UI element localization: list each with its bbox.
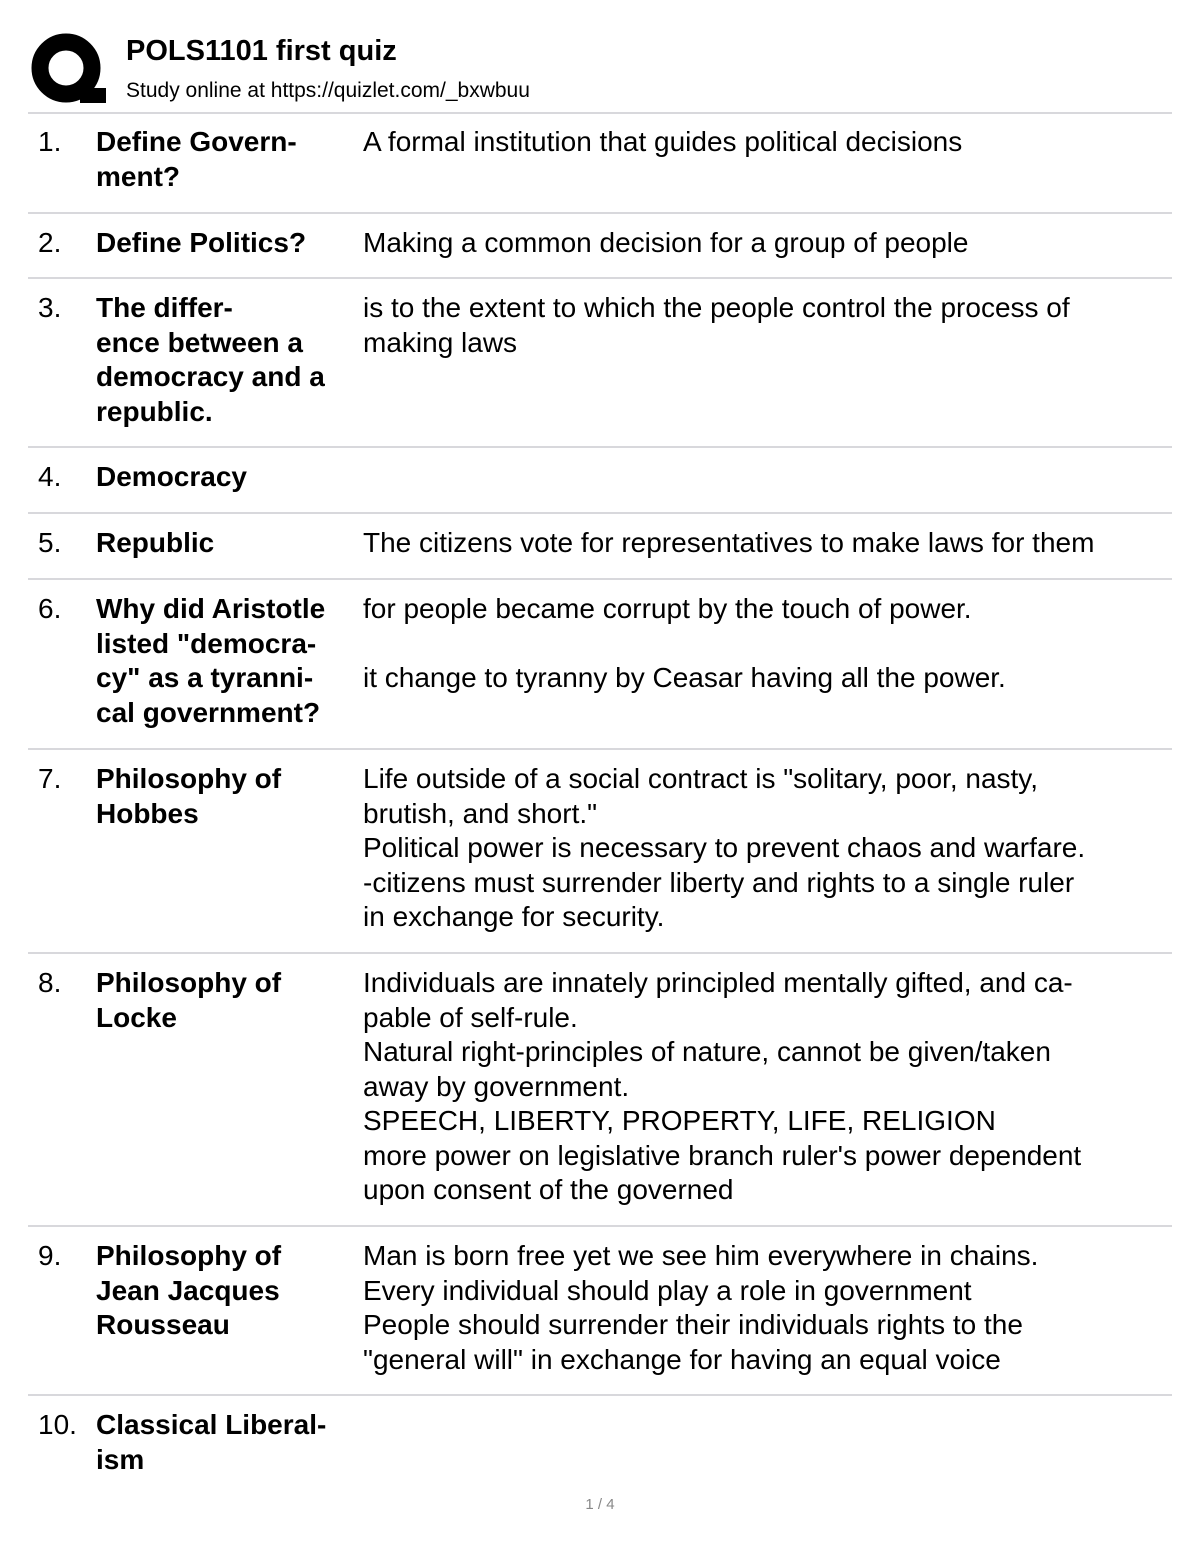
term xyxy=(96,1239,358,1343)
term-line: The differ- xyxy=(96,292,233,323)
row-divider xyxy=(28,952,1172,954)
item-number: 10. xyxy=(38,1409,77,1440)
term-line: listed "democra- xyxy=(96,627,317,659)
definition-line: Individuals are innately principled mentally gifted, and ca- xyxy=(363,967,1073,998)
row-divider xyxy=(28,578,1172,580)
definition-line: -citizens must surrender liberty and rights to a single ruler xyxy=(363,866,1075,898)
item-number: 5. xyxy=(38,527,62,558)
page-indicator: 1 / 4 xyxy=(585,1496,615,1513)
definition xyxy=(363,125,1175,160)
definition-line: pable of self-rule. xyxy=(363,1001,578,1033)
quizlet-logo-icon xyxy=(30,30,106,106)
definition-line: upon consent of the governed xyxy=(363,1174,734,1205)
term-line: republic. xyxy=(96,395,213,427)
term-line: Rousseau xyxy=(96,1309,230,1340)
term-line: Classical Liberal- xyxy=(96,1409,327,1440)
item-number: 4. xyxy=(38,461,62,492)
term-line: ence between a xyxy=(96,326,303,358)
definition xyxy=(363,226,1175,261)
item-number: 6. xyxy=(38,593,62,624)
definition xyxy=(363,291,1175,360)
term xyxy=(96,226,358,261)
item-number: 1. xyxy=(38,126,62,157)
definition xyxy=(363,526,1175,561)
item-number: 7. xyxy=(38,763,62,794)
term xyxy=(96,592,358,730)
item-number: 8. xyxy=(38,967,62,998)
page-title: POLS1101 first quiz xyxy=(126,35,397,67)
definition-line: Life outside of a social contract is "solitary, poor, nasty, xyxy=(363,763,1039,794)
term xyxy=(96,460,358,495)
row-divider xyxy=(28,212,1172,214)
definition-line xyxy=(363,627,1175,662)
definition-line: SPEECH, LIBERTY, PROPERTY, LIFE, RELIGION xyxy=(363,1105,996,1136)
definition-line: away by government. xyxy=(363,1070,630,1102)
definition-line: "general will" in exchange for having an equal voice xyxy=(363,1343,1001,1375)
definition-line: is to the extent to which the people control the process of xyxy=(363,292,1070,323)
definition-line: in exchange for security. xyxy=(363,901,665,932)
term xyxy=(96,1408,358,1477)
term-line: Philosophy of xyxy=(96,967,282,998)
row-divider xyxy=(28,748,1172,750)
definition-line: Making a common decision for a group of people xyxy=(363,227,969,258)
definition-line: A formal institution that guides political decisions xyxy=(363,126,963,157)
term-line: cal government? xyxy=(96,696,321,728)
definition xyxy=(363,762,1175,935)
definition-line: brutish, and short." xyxy=(363,797,598,829)
row-divider xyxy=(28,1225,1172,1227)
row-divider xyxy=(28,446,1172,448)
term-line: Locke xyxy=(96,1001,177,1033)
term-line: Hobbes xyxy=(96,797,199,829)
term xyxy=(96,762,358,831)
term-line: Democracy xyxy=(96,461,247,492)
term-line: cy" as a tyranni- xyxy=(96,662,314,693)
definition-line: People should surrender their individuals rights to the xyxy=(363,1309,1023,1340)
term xyxy=(96,966,358,1035)
item-number: 2. xyxy=(38,227,62,258)
definition-line: Every individual should play a role in government xyxy=(363,1274,972,1306)
term-line: ism xyxy=(96,1443,145,1475)
definition-line: Political power is necessary to prevent chaos and warfare. xyxy=(363,832,1086,863)
term-line: Jean Jacques xyxy=(96,1274,280,1306)
term xyxy=(96,291,358,429)
definition-line: making laws xyxy=(363,326,518,358)
row-divider xyxy=(28,1394,1172,1396)
definition xyxy=(363,966,1175,1208)
term-line: Philosophy of xyxy=(96,763,282,794)
item-number: 3. xyxy=(38,292,62,323)
definition-line: The citizens vote for representatives to make laws for them xyxy=(363,527,1095,558)
definition xyxy=(363,1239,1175,1377)
term-line: ment? xyxy=(96,160,180,192)
row-divider xyxy=(28,512,1172,514)
term-line: Republic xyxy=(96,527,215,558)
study-online-link[interactable]: Study online at https://quizlet.com/_bxwbuu xyxy=(126,79,530,102)
header-divider xyxy=(28,112,1172,114)
row-divider xyxy=(28,277,1172,279)
quizlet-q-icon xyxy=(30,30,106,106)
definition-line: it change to tyranny by Ceasar having all the power. xyxy=(363,662,1006,693)
term xyxy=(96,526,358,561)
definition-line: for people became corrupt by the touch of power. xyxy=(363,593,972,624)
term-line: Define Govern- xyxy=(96,126,297,157)
term-line: Why did Aristotle xyxy=(96,593,326,624)
definition xyxy=(363,592,1175,696)
term xyxy=(96,125,358,194)
term-line: democracy and a xyxy=(96,361,325,392)
definition-line: Natural right-principles of nature, cannot be given/taken xyxy=(363,1036,1051,1067)
term-line: Define Politics? xyxy=(96,227,307,258)
definition-line: Man is born free yet we see him everywhere in chains. xyxy=(363,1240,1039,1271)
item-number: 9. xyxy=(38,1240,62,1271)
term-line: Philosophy of xyxy=(96,1240,282,1271)
definition-line: more power on legislative branch ruler's power dependent xyxy=(363,1139,1082,1171)
